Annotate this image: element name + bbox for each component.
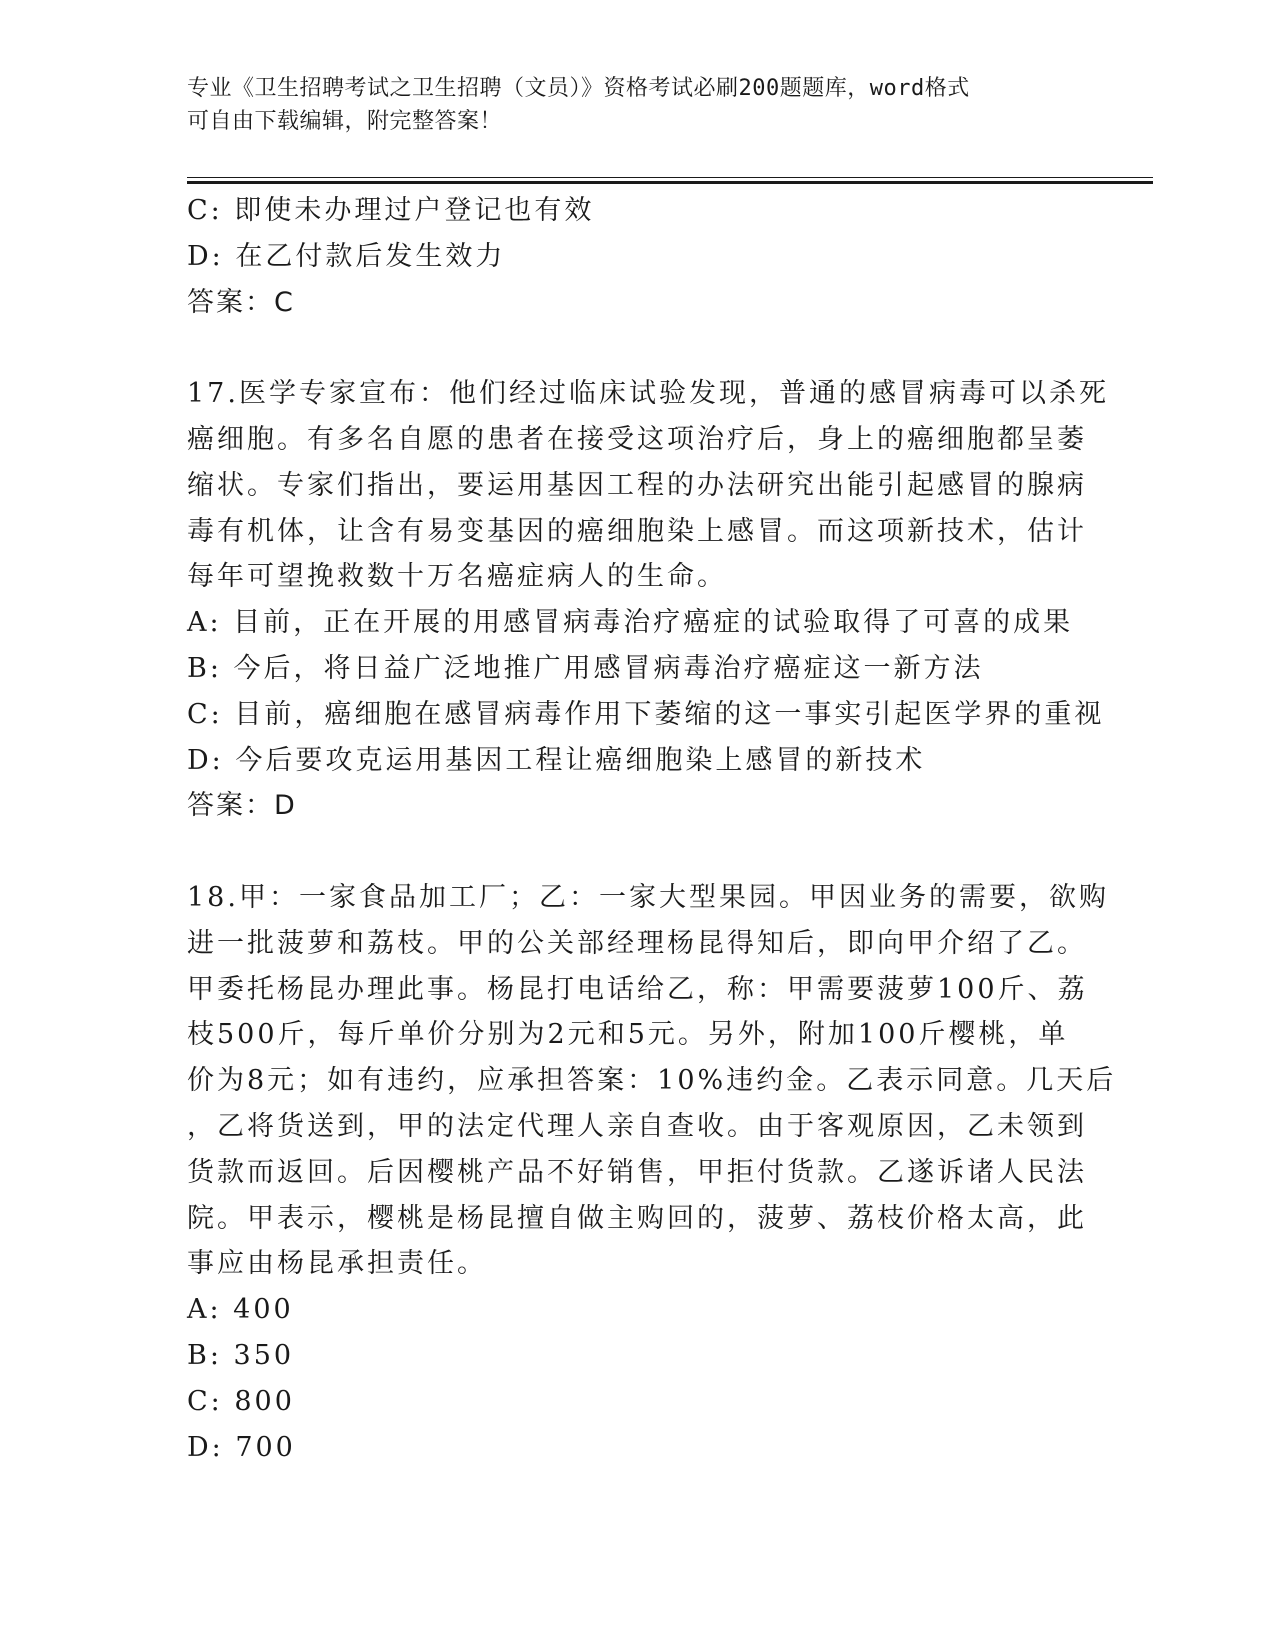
option-c: C: 800: [187, 1385, 295, 1417]
question-17-line: 17.医学专家宣布：他们经过临床试验发现，普通的感冒病毒可以杀死: [187, 378, 1109, 410]
option-d: D: 700: [187, 1431, 296, 1463]
previous-question-tail: [187, 188, 1077, 325]
question-17-line: 毒有机体，让含有易变基因的癌细胞染上感冒。而这项新技术，估计: [187, 515, 1087, 547]
document-header: [187, 72, 1087, 138]
question-18-line: 价为8元；如有违约，应承担答案：10%违约金。乙表示同意。几天后: [187, 1065, 1117, 1097]
spacer: [187, 325, 1077, 371]
header-divider-thin: [187, 177, 1153, 178]
question-18-line: 院。甲表示，樱桃是杨昆擅自做主购回的，菠萝、荔枝价格太高，此: [187, 1202, 1087, 1234]
question-18-line: 枝500斤，每斤单价分别为2元和5元。另外，附加100斤樱桃，单: [187, 1019, 1069, 1051]
header-line-2: 可自由下载编辑，附完整答案！: [187, 109, 503, 134]
question-18: [187, 875, 1117, 1470]
document-body: [187, 188, 1117, 1470]
question-17-line: 癌细胞。有多名自愿的患者在接受这项治疗后，身上的癌细胞都呈萎: [187, 423, 1087, 455]
option-c: C: 目前，癌细胞在感冒病毒作用下萎缩的这一事实引起医学界的重视: [187, 698, 1105, 730]
header-divider-thick: [187, 181, 1153, 184]
question-18-line: ，乙将货送到，甲的法定代理人亲自查收。由于客观原因，乙未领到: [187, 1110, 1087, 1142]
option-a: A: 400: [187, 1294, 294, 1326]
question-18-line: 货款而返回。后因樱桃产品不好销售，甲拒付货款。乙遂诉诸人民法: [187, 1156, 1087, 1188]
question-17-line: 缩状。专家们指出，要运用基因工程的办法研究出能引起感冒的腺病: [187, 469, 1087, 501]
question-17-line: 每年可望挽救数十万名癌症病人的生命。: [187, 561, 727, 593]
question-17: [187, 371, 1109, 829]
spacer: [187, 829, 1077, 875]
option-d: D: 今后要攻克运用基因工程让癌细胞染上感冒的新技术: [187, 744, 926, 776]
question-18-line: 18.甲：一家食品加工厂；乙：一家大型果园。甲因业务的需要，欲购: [187, 881, 1109, 913]
header-line-1: 专业《卫生招聘考试之卫生招聘（文员）》资格考试必刷200题题库，word格式: [187, 76, 970, 101]
question-18-line: 事应由杨昆承担责任。: [187, 1248, 487, 1280]
option-b: B: 今后，将日益广泛地推广用感冒病毒治疗癌症这一新方法: [187, 652, 984, 684]
question-18-line: 进一批菠萝和荔枝。甲的公关部经理杨昆得知后，即向甲介绍了乙。: [187, 927, 1087, 959]
answer-line: 答案：D: [187, 790, 297, 822]
option-c: C: 即使未办理过户登记也有效: [187, 195, 595, 226]
question-18-line: 甲委托杨昆办理此事。杨昆打电话给乙，称：甲需要菠萝100斤、荔: [187, 973, 1088, 1005]
answer-line: 答案：C: [187, 286, 295, 318]
option-b: B: 350: [187, 1339, 295, 1371]
option-a: A: 目前，正在开展的用感冒病毒治疗癌症的试验取得了可喜的成果: [187, 607, 1074, 639]
option-d: D: 在乙付款后发生效力: [187, 240, 506, 272]
